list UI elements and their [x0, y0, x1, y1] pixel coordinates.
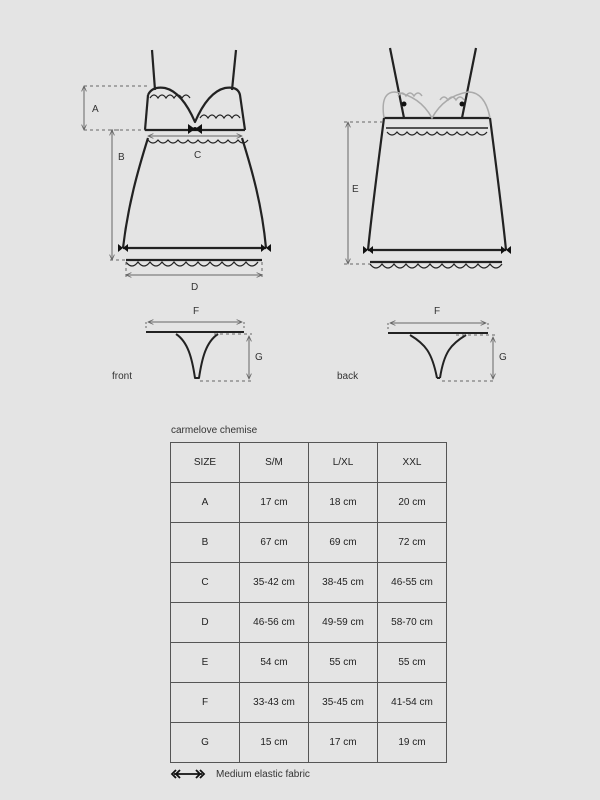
table-row — [171, 683, 447, 723]
front-bow-icon — [188, 124, 202, 134]
table-cell: A — [171, 483, 240, 523]
label-b: B — [118, 152, 125, 163]
fabric-label: Medium elastic fabric — [216, 768, 310, 780]
elastic-arrows-icon — [170, 768, 206, 780]
table-cell: 69 cm — [309, 523, 378, 563]
front-thong-drawing — [146, 332, 244, 378]
table-cell: 35-42 cm — [240, 563, 309, 603]
table-header-row — [171, 443, 447, 483]
label-a: A — [92, 104, 99, 115]
table-cell: 46-55 cm — [378, 563, 447, 603]
table-cell: C — [171, 563, 240, 603]
front-label-g: G — [255, 352, 263, 363]
back-bow-icon — [363, 102, 511, 255]
size-table — [170, 442, 447, 763]
table-cell: 58-70 cm — [378, 603, 447, 643]
label-c: C — [194, 150, 202, 161]
table-cell: 67 cm — [240, 523, 309, 563]
table-cell: E — [171, 643, 240, 683]
table-cell: 18 cm — [309, 483, 378, 523]
header-cell: L/XL — [309, 443, 378, 483]
table-cell: 15 cm — [240, 723, 309, 763]
fabric-note — [170, 768, 310, 780]
table-row — [171, 523, 447, 563]
table-cell: 54 cm — [240, 643, 309, 683]
table-cell: 38-45 cm — [309, 563, 378, 603]
table-row — [171, 723, 447, 763]
table-cell: 17 cm — [309, 723, 378, 763]
table-cell: 19 cm — [378, 723, 447, 763]
back-chemise-drawing — [368, 48, 506, 262]
back-lace-trim — [370, 128, 502, 268]
table-cell: 20 cm — [378, 483, 447, 523]
table-row — [171, 563, 447, 603]
table-cell: D — [171, 603, 240, 643]
table-cell: 49-59 cm — [309, 603, 378, 643]
header-cell: XXL — [378, 443, 447, 483]
table-cell: 35-45 cm — [309, 683, 378, 723]
table-row — [171, 643, 447, 683]
label-d: D — [191, 282, 199, 293]
table-row — [171, 603, 447, 643]
back-thong-drawing — [388, 333, 488, 378]
header-cell: S/M — [240, 443, 309, 483]
table-cell: 17 cm — [240, 483, 309, 523]
table-cell: F — [171, 683, 240, 723]
front-label-f: F — [193, 306, 200, 317]
table-cell: 33-43 cm — [240, 683, 309, 723]
table-title: carmelove chemise — [171, 425, 258, 436]
table-cell: B — [171, 523, 240, 563]
table-cell: 55 cm — [309, 643, 378, 683]
table-row — [171, 483, 447, 523]
label-e: E — [352, 184, 359, 195]
front-view-label: front — [112, 371, 133, 382]
header-cell: SIZE — [171, 443, 240, 483]
table-cell: G — [171, 723, 240, 763]
back-label-g: G — [499, 352, 507, 363]
table-cell: 46-56 cm — [240, 603, 309, 643]
back-label-f: F — [434, 306, 441, 317]
table-cell: 72 cm — [378, 523, 447, 563]
back-view-label: back — [337, 371, 359, 382]
table-cell: 41-54 cm — [378, 683, 447, 723]
table-cell: 55 cm — [378, 643, 447, 683]
